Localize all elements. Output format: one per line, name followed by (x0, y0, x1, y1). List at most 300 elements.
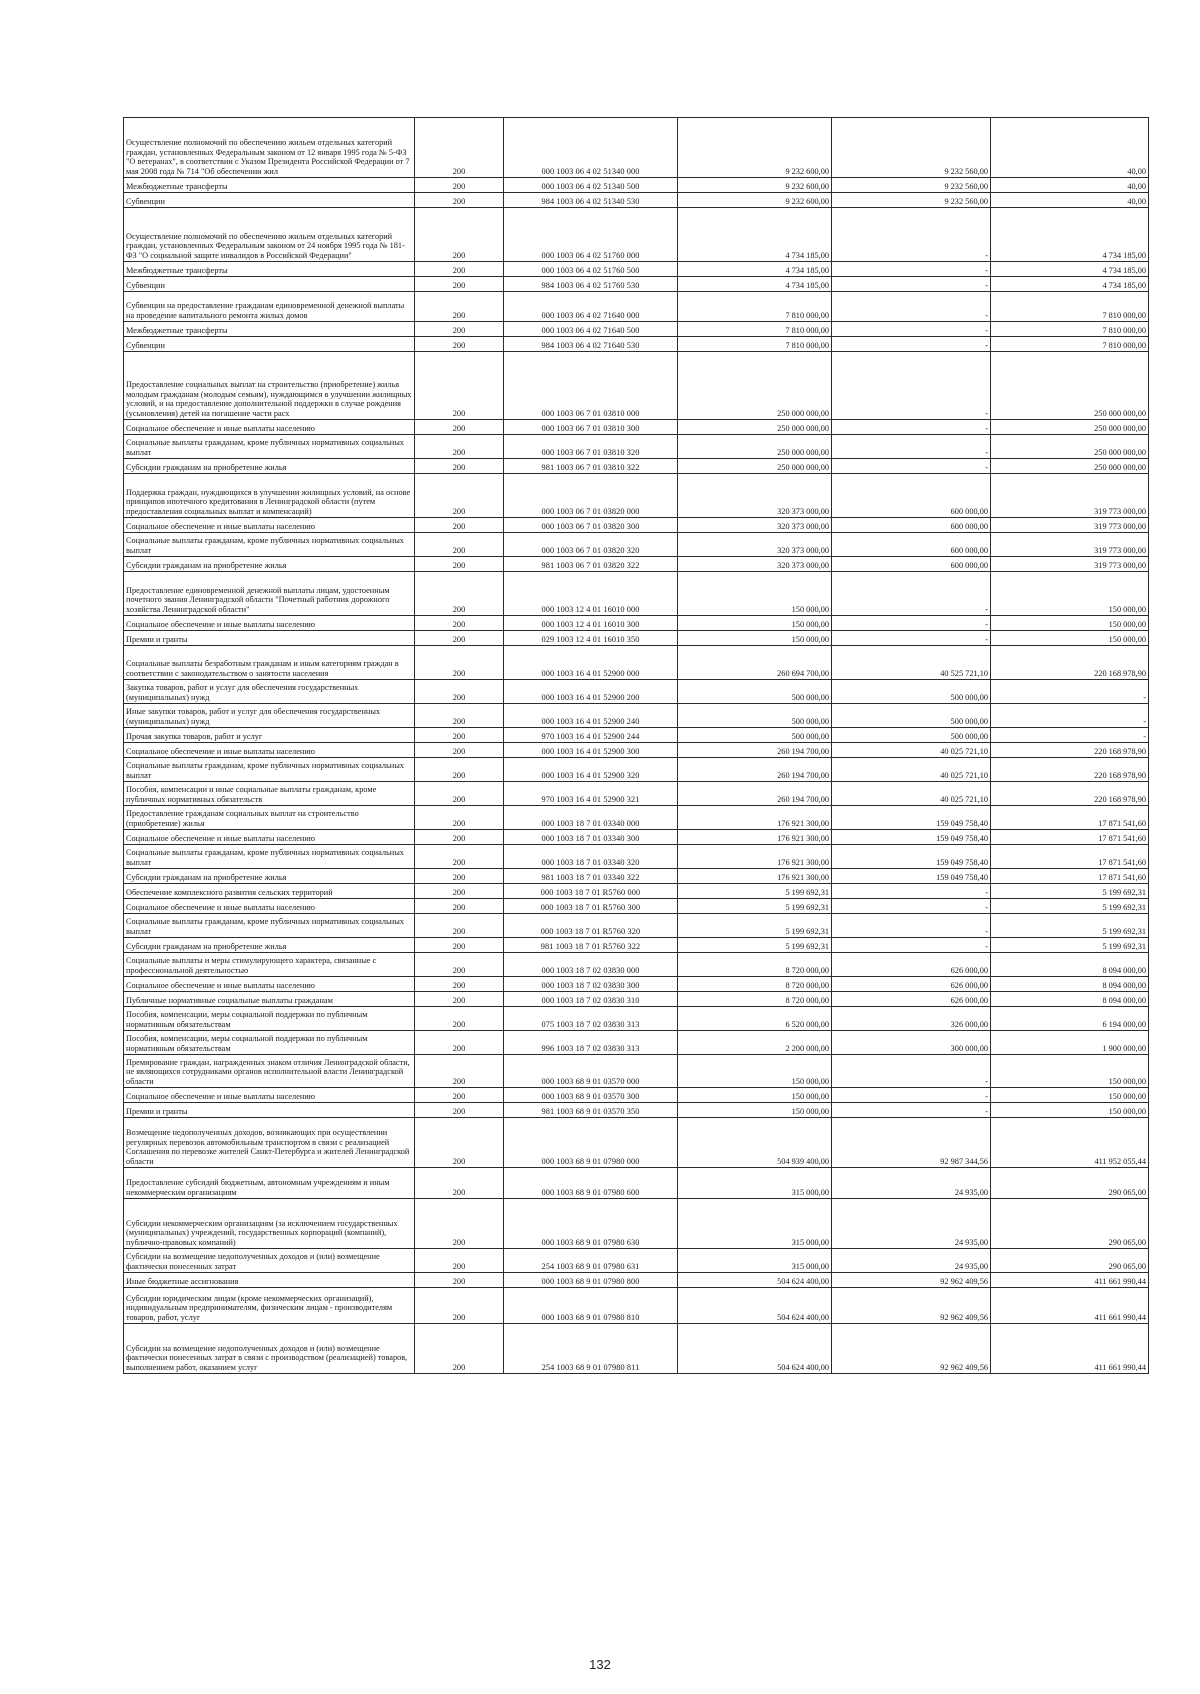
row-name: Социальное обеспечение и иные выплаты населению (124, 420, 415, 435)
row-budget-code: 000 1003 68 9 01 07980 810 (504, 1288, 678, 1324)
row-budget-code: 000 1003 06 7 01 03810 000 (504, 352, 678, 420)
row-budget-code: 000 1003 06 4 02 51760 500 (504, 262, 678, 277)
row-admin-code: 200 (415, 435, 504, 459)
row-unexecuted-amount: 6 194 000,00 (991, 1007, 1149, 1031)
row-admin-code: 200 (415, 193, 504, 208)
row-name: Социальное обеспечение и иные выплаты населению (124, 616, 415, 631)
row-approved-amount: 8 720 000,00 (678, 977, 832, 992)
row-admin-code: 200 (415, 118, 504, 178)
row-name: Социальные выплаты гражданам, кроме публичных нормативных социальных выплат (124, 435, 415, 459)
row-admin-code: 200 (415, 646, 504, 680)
row-unexecuted-amount: 150 000,00 (991, 572, 1149, 616)
row-admin-code: 200 (415, 352, 504, 420)
row-executed-amount: 600 000,00 (832, 533, 991, 557)
row-name: Премии и гранты (124, 1103, 415, 1118)
row-unexecuted-amount: 250 000 000,00 (991, 352, 1149, 420)
row-executed-amount: 500 000,00 (832, 728, 991, 743)
row-executed-amount: 92 962 409,56 (832, 1324, 991, 1374)
row-budget-code: 981 1003 18 7 01 03340 322 (504, 869, 678, 884)
row-approved-amount: 5 199 692,31 (678, 914, 832, 938)
row-budget-code: 075 1003 18 7 02 03830 313 (504, 1007, 678, 1031)
row-unexecuted-amount: 150 000,00 (991, 1103, 1149, 1118)
row-executed-amount: - (832, 262, 991, 277)
row-admin-code: 200 (415, 1168, 504, 1199)
table-row (124, 292, 1149, 322)
row-approved-amount: 9 232 600,00 (678, 193, 832, 208)
table-body (124, 118, 1149, 1374)
row-approved-amount: 315 000,00 (678, 1168, 832, 1199)
row-budget-code: 000 1003 16 4 01 52900 320 (504, 758, 678, 782)
row-unexecuted-amount: 8 094 000,00 (991, 992, 1149, 1007)
row-admin-code: 200 (415, 830, 504, 845)
row-name: Обеспечение комплексного развития сельских территорий (124, 884, 415, 899)
row-name: Социальные выплаты безработным гражданам и иным категориям граждан в соответствии с законодательством о занятости населения (124, 646, 415, 680)
table-row (124, 572, 1149, 616)
row-admin-code: 200 (415, 938, 504, 953)
table-row (124, 953, 1149, 977)
row-approved-amount: 176 921 300,00 (678, 806, 832, 830)
row-admin-code: 200 (415, 262, 504, 277)
table-row (124, 420, 1149, 435)
row-approved-amount: 250 000 000,00 (678, 352, 832, 420)
row-name: Поддержка граждан, нуждающихся в улучшении жилищных условий, на основе принципов ипотечного кредитования в Ленинградской области (путем предоставления социальных выплат и компенсаций) (124, 474, 415, 518)
row-budget-code: 000 1003 06 7 01 03820 320 (504, 533, 678, 557)
row-admin-code: 200 (415, 1103, 504, 1118)
row-budget-code: 000 1003 18 7 01 R5760 000 (504, 884, 678, 899)
row-unexecuted-amount: 40,00 (991, 118, 1149, 178)
row-unexecuted-amount: - (991, 680, 1149, 704)
row-admin-code: 200 (415, 914, 504, 938)
row-approved-amount: 504 624 400,00 (678, 1324, 832, 1374)
row-executed-amount: 40 025 721,10 (832, 758, 991, 782)
row-admin-code: 200 (415, 1088, 504, 1103)
row-executed-amount: 600 000,00 (832, 557, 991, 572)
row-admin-code: 200 (415, 977, 504, 992)
row-executed-amount: - (832, 277, 991, 292)
row-admin-code: 200 (415, 631, 504, 646)
table-row (124, 193, 1149, 208)
table-row (124, 914, 1149, 938)
row-admin-code: 200 (415, 1031, 504, 1055)
budget-execution-table (123, 117, 1149, 1374)
row-executed-amount: 326 000,00 (832, 1007, 991, 1031)
table-row (124, 352, 1149, 420)
row-budget-code: 000 1003 06 7 01 03810 300 (504, 420, 678, 435)
table-row (124, 631, 1149, 646)
row-name: Возмещение недополученных доходов, возникающих при осуществлении регулярных перевозок автомобильным транспортом в связи с реализацией Соглашения по перевозке жителей Санкт-Петербурга и жителей Ленинградской области (124, 1118, 415, 1168)
row-budget-code: 000 1003 06 4 02 51760 000 (504, 208, 678, 262)
row-approved-amount: 8 720 000,00 (678, 953, 832, 977)
row-unexecuted-amount: 150 000,00 (991, 1088, 1149, 1103)
row-approved-amount: 4 734 185,00 (678, 277, 832, 292)
table-row (124, 845, 1149, 869)
row-unexecuted-amount: 4 734 185,00 (991, 262, 1149, 277)
row-approved-amount: 320 373 000,00 (678, 474, 832, 518)
row-name: Субсидии на возмещение недополученных доходов и (или) возмещение фактически понесенных затрат (124, 1249, 415, 1273)
row-budget-code: 000 1003 68 9 01 07980 000 (504, 1118, 678, 1168)
row-unexecuted-amount: 290 065,00 (991, 1199, 1149, 1249)
row-approved-amount: 260 694 700,00 (678, 646, 832, 680)
table-row (124, 178, 1149, 193)
table-row (124, 743, 1149, 758)
row-admin-code: 200 (415, 518, 504, 533)
row-unexecuted-amount: 5 199 692,31 (991, 914, 1149, 938)
row-executed-amount: - (832, 938, 991, 953)
table-row (124, 118, 1149, 178)
table-row (124, 1031, 1149, 1055)
row-name: Субсидии юридическим лицам (кроме некоммерческих организаций), индивидуальным предпринимателям, физическим лицам - производителям товаров, работ, услуг (124, 1288, 415, 1324)
row-name: Межбюджетные трансферты (124, 322, 415, 337)
row-budget-code: 000 1003 06 7 01 03820 300 (504, 518, 678, 533)
row-budget-code: 254 1003 68 9 01 07980 811 (504, 1324, 678, 1374)
row-name: Социальные выплаты гражданам, кроме публичных нормативных социальных выплат (124, 845, 415, 869)
row-executed-amount: 40 025 721,10 (832, 743, 991, 758)
row-executed-amount: - (832, 352, 991, 420)
row-name: Пособия, компенсации, меры социальной поддержки по публичным нормативным обязательствам (124, 1031, 415, 1055)
row-executed-amount: 300 000,00 (832, 1031, 991, 1055)
row-budget-code: 000 1003 06 4 02 51340 500 (504, 178, 678, 193)
row-executed-amount: - (832, 420, 991, 435)
table-row (124, 1088, 1149, 1103)
row-admin-code: 200 (415, 1118, 504, 1168)
page-number: 132 (589, 1657, 611, 1672)
table-row (124, 1288, 1149, 1324)
table-row (124, 557, 1149, 572)
row-executed-amount: - (832, 292, 991, 322)
row-approved-amount: 504 624 400,00 (678, 1288, 832, 1324)
row-unexecuted-amount: 5 199 692,31 (991, 938, 1149, 953)
row-unexecuted-amount: 1 900 000,00 (991, 1031, 1149, 1055)
row-executed-amount: - (832, 899, 991, 914)
row-name: Субсидии гражданам на приобретение жилья (124, 459, 415, 474)
row-admin-code: 200 (415, 953, 504, 977)
row-executed-amount: 92 962 409,56 (832, 1288, 991, 1324)
row-approved-amount: 320 373 000,00 (678, 533, 832, 557)
row-budget-code: 000 1003 18 7 01 03340 300 (504, 830, 678, 845)
row-admin-code: 200 (415, 884, 504, 899)
row-executed-amount: 159 049 758,40 (832, 806, 991, 830)
row-executed-amount: 92 987 344,56 (832, 1118, 991, 1168)
row-budget-code: 000 1003 18 7 01 03340 000 (504, 806, 678, 830)
row-admin-code: 200 (415, 1007, 504, 1031)
row-admin-code: 200 (415, 758, 504, 782)
table-row (124, 533, 1149, 557)
table-row (124, 518, 1149, 533)
row-admin-code: 200 (415, 178, 504, 193)
row-budget-code: 000 1003 12 4 01 16010 000 (504, 572, 678, 616)
row-unexecuted-amount: 8 094 000,00 (991, 953, 1149, 977)
row-name: Осуществление полномочий по обеспечению жильем отдельных категорий граждан, установленных Федеральным законом от 24 ноября 1995 года № 181-ФЗ "О социальной защите инвалидов в Российской Федерации" (124, 208, 415, 262)
row-approved-amount: 315 000,00 (678, 1199, 832, 1249)
table-row (124, 704, 1149, 728)
row-name: Субсидии на возмещение недополученных доходов и (или) возмещение фактически понесенных затрат в связи с производством (реализацией) товаров, выполнением работ, оказанием услуг (124, 1324, 415, 1374)
row-budget-code: 000 1003 68 9 01 03570 300 (504, 1088, 678, 1103)
row-approved-amount: 260 194 700,00 (678, 758, 832, 782)
row-admin-code: 200 (415, 1288, 504, 1324)
table-row (124, 977, 1149, 992)
row-executed-amount: - (832, 322, 991, 337)
row-admin-code: 200 (415, 292, 504, 322)
row-budget-code: 000 1003 16 4 01 52900 200 (504, 680, 678, 704)
row-admin-code: 200 (415, 616, 504, 631)
table-row (124, 899, 1149, 914)
row-admin-code: 200 (415, 782, 504, 806)
row-budget-code: 981 1003 06 7 01 03810 322 (504, 459, 678, 474)
row-approved-amount: 150 000,00 (678, 1103, 832, 1118)
row-approved-amount: 7 810 000,00 (678, 337, 832, 352)
table-row (124, 782, 1149, 806)
row-admin-code: 200 (415, 474, 504, 518)
row-name: Социальные выплаты гражданам, кроме публичных нормативных социальных выплат (124, 758, 415, 782)
row-budget-code: 984 1003 06 4 02 71640 530 (504, 337, 678, 352)
row-approved-amount: 5 199 692,31 (678, 884, 832, 899)
row-budget-code: 000 1003 68 9 01 03570 000 (504, 1055, 678, 1088)
row-name: Премирование граждан, награжденных знаком отличия Ленинградской области, не являющихся сотрудниками органов исполнительной власти Ленинградской области (124, 1055, 415, 1088)
row-unexecuted-amount: 5 199 692,31 (991, 899, 1149, 914)
row-name: Социальное обеспечение и иные выплаты населению (124, 518, 415, 533)
table-row (124, 1103, 1149, 1118)
row-approved-amount: 250 000 000,00 (678, 459, 832, 474)
row-budget-code: 984 1003 06 4 02 51340 530 (504, 193, 678, 208)
row-name: Социальное обеспечение и иные выплаты населению (124, 830, 415, 845)
row-budget-code: 000 1003 18 7 02 03830 000 (504, 953, 678, 977)
row-name: Пособия, компенсации, меры социальной поддержки по публичным нормативным обязательствам (124, 1007, 415, 1031)
row-admin-code: 200 (415, 992, 504, 1007)
row-unexecuted-amount: 150 000,00 (991, 616, 1149, 631)
row-executed-amount: - (832, 631, 991, 646)
row-unexecuted-amount: 150 000,00 (991, 631, 1149, 646)
row-unexecuted-amount: 411 661 990,44 (991, 1273, 1149, 1288)
row-admin-code: 200 (415, 743, 504, 758)
row-budget-code: 996 1003 18 7 02 03830 313 (504, 1031, 678, 1055)
row-approved-amount: 7 810 000,00 (678, 322, 832, 337)
row-approved-amount: 504 624 400,00 (678, 1273, 832, 1288)
row-unexecuted-amount: 17 871 541,60 (991, 830, 1149, 845)
row-unexecuted-amount: 4 734 185,00 (991, 277, 1149, 292)
row-approved-amount: 260 194 700,00 (678, 743, 832, 758)
row-name: Субвенции (124, 337, 415, 352)
row-name: Прочая закупка товаров, работ и услуг (124, 728, 415, 743)
row-unexecuted-amount: 411 661 990,44 (991, 1288, 1149, 1324)
row-approved-amount: 500 000,00 (678, 680, 832, 704)
row-name: Социальные выплаты и меры стимулирующего характера, связанные с профессиональной деятельностью (124, 953, 415, 977)
row-name: Субсидии некоммерческим организациям (за исключением государственных (муниципальных) учреждений, государственных корпораций (компаний), публично-правовых компаний) (124, 1199, 415, 1249)
row-unexecuted-amount: 7 810 000,00 (991, 337, 1149, 352)
row-executed-amount: 500 000,00 (832, 704, 991, 728)
row-approved-amount: 176 921 300,00 (678, 845, 832, 869)
row-unexecuted-amount: 17 871 541,60 (991, 806, 1149, 830)
row-approved-amount: 5 199 692,31 (678, 899, 832, 914)
table-row (124, 728, 1149, 743)
row-name: Социальные выплаты гражданам, кроме публичных нормативных социальных выплат (124, 914, 415, 938)
table-row (124, 884, 1149, 899)
row-name: Субвенции на предоставление гражданам единовременной денежной выплаты на проведение капитального ремонта жилых домов (124, 292, 415, 322)
row-name: Субсидии гражданам на приобретение жилья (124, 557, 415, 572)
row-name: Пособия, компенсации и иные социальные выплаты гражданам, кроме публичных нормативных обязательств (124, 782, 415, 806)
table-row (124, 1168, 1149, 1199)
row-name: Межбюджетные трансферты (124, 262, 415, 277)
row-budget-code: 029 1003 12 4 01 16010 350 (504, 631, 678, 646)
table-row (124, 1055, 1149, 1088)
row-unexecuted-amount: 220 168 978,90 (991, 743, 1149, 758)
table-row (124, 1273, 1149, 1288)
row-approved-amount: 8 720 000,00 (678, 992, 832, 1007)
row-executed-amount: - (832, 459, 991, 474)
row-approved-amount: 9 232 600,00 (678, 178, 832, 193)
table-row (124, 992, 1149, 1007)
row-approved-amount: 150 000,00 (678, 1088, 832, 1103)
row-budget-code: 000 1003 18 7 01 03340 320 (504, 845, 678, 869)
table-row (124, 869, 1149, 884)
row-admin-code: 200 (415, 337, 504, 352)
row-executed-amount: - (832, 337, 991, 352)
row-name: Субсидии гражданам на приобретение жилья (124, 938, 415, 953)
row-admin-code: 200 (415, 208, 504, 262)
row-admin-code: 200 (415, 845, 504, 869)
row-executed-amount: 500 000,00 (832, 680, 991, 704)
row-unexecuted-amount: 17 871 541,60 (991, 869, 1149, 884)
row-budget-code: 981 1003 68 9 01 03570 350 (504, 1103, 678, 1118)
row-executed-amount: 9 232 560,00 (832, 193, 991, 208)
row-budget-code: 000 1003 12 4 01 16010 300 (504, 616, 678, 631)
row-executed-amount: - (832, 1088, 991, 1103)
row-admin-code: 200 (415, 277, 504, 292)
row-approved-amount: 176 921 300,00 (678, 869, 832, 884)
row-approved-amount: 500 000,00 (678, 728, 832, 743)
row-budget-code: 981 1003 18 7 01 R5760 322 (504, 938, 678, 953)
row-unexecuted-amount: 40,00 (991, 193, 1149, 208)
row-unexecuted-amount: 290 065,00 (991, 1249, 1149, 1273)
row-budget-code: 000 1003 06 7 01 03810 320 (504, 435, 678, 459)
row-unexecuted-amount: 220 168 978,90 (991, 782, 1149, 806)
row-approved-amount: 320 373 000,00 (678, 518, 832, 533)
row-executed-amount: - (832, 208, 991, 262)
row-unexecuted-amount: 319 773 000,00 (991, 474, 1149, 518)
row-approved-amount: 4 734 185,00 (678, 262, 832, 277)
row-executed-amount: 9 232 560,00 (832, 178, 991, 193)
row-unexecuted-amount: 411 952 055,44 (991, 1118, 1149, 1168)
row-name: Социальные выплаты гражданам, кроме публичных нормативных социальных выплат (124, 533, 415, 557)
row-unexecuted-amount: 40,00 (991, 178, 1149, 193)
row-admin-code: 200 (415, 728, 504, 743)
row-name: Публичные нормативные социальные выплаты гражданам (124, 992, 415, 1007)
row-admin-code: 200 (415, 572, 504, 616)
row-executed-amount: 24 935,00 (832, 1168, 991, 1199)
row-budget-code: 000 1003 16 4 01 52900 000 (504, 646, 678, 680)
row-budget-code: 000 1003 18 7 02 03830 300 (504, 977, 678, 992)
row-unexecuted-amount: - (991, 704, 1149, 728)
row-approved-amount: 4 734 185,00 (678, 208, 832, 262)
row-unexecuted-amount: 4 734 185,00 (991, 208, 1149, 262)
row-admin-code: 200 (415, 322, 504, 337)
row-admin-code: 200 (415, 533, 504, 557)
row-executed-amount: 600 000,00 (832, 474, 991, 518)
row-executed-amount: - (832, 616, 991, 631)
row-executed-amount: 159 049 758,40 (832, 845, 991, 869)
table-row (124, 680, 1149, 704)
row-unexecuted-amount: 319 773 000,00 (991, 533, 1149, 557)
row-budget-code: 981 1003 06 7 01 03820 322 (504, 557, 678, 572)
row-executed-amount: 626 000,00 (832, 977, 991, 992)
row-admin-code: 200 (415, 1199, 504, 1249)
row-budget-code: 000 1003 68 9 01 07980 630 (504, 1199, 678, 1249)
row-unexecuted-amount: 319 773 000,00 (991, 518, 1149, 533)
row-name: Предоставление социальных выплат на строительство (приобретение) жилья молодым гражданам (молодым семьям), нуждающимся в улучшении жилищных условий, и на предоставление дополнительной поддержки в случае рождения (усыновления) детей на погашение части расх (124, 352, 415, 420)
row-name: Иные бюджетные ассигнования (124, 1273, 415, 1288)
row-executed-amount: - (832, 1055, 991, 1088)
row-name: Социальное обеспечение и иные выплаты населению (124, 977, 415, 992)
row-executed-amount: - (832, 914, 991, 938)
row-budget-code: 000 1003 18 7 01 R5760 320 (504, 914, 678, 938)
row-name: Закупка товаров, работ и услуг для обеспечения государственных (муниципальных) нужд (124, 680, 415, 704)
table-row (124, 262, 1149, 277)
row-unexecuted-amount: 250 000 000,00 (991, 435, 1149, 459)
row-executed-amount: 600 000,00 (832, 518, 991, 533)
row-budget-code: 970 1003 16 4 01 52900 321 (504, 782, 678, 806)
row-name: Предоставление субсидий бюджетным, автономным учреждениям и иным некоммерческим организациям (124, 1168, 415, 1199)
row-budget-code: 254 1003 68 9 01 07980 631 (504, 1249, 678, 1273)
table-row (124, 806, 1149, 830)
row-executed-amount: 159 049 758,40 (832, 830, 991, 845)
row-unexecuted-amount: 220 168 978,90 (991, 758, 1149, 782)
row-budget-code: 000 1003 06 7 01 03820 000 (504, 474, 678, 518)
row-approved-amount: 500 000,00 (678, 704, 832, 728)
row-admin-code: 200 (415, 557, 504, 572)
row-name: Субвенции (124, 277, 415, 292)
row-name: Премии и гранты (124, 631, 415, 646)
row-unexecuted-amount: 7 810 000,00 (991, 322, 1149, 337)
table-row (124, 1118, 1149, 1168)
row-approved-amount: 260 194 700,00 (678, 782, 832, 806)
row-approved-amount: 320 373 000,00 (678, 557, 832, 572)
row-name: Предоставление единовременной денежной выплаты лицам, удостоенным почетного звания Ленинградской области "Почетный работник дорожного хозяйства Ленинградской области" (124, 572, 415, 616)
table-row (124, 1007, 1149, 1031)
row-unexecuted-amount: 220 168 978,90 (991, 646, 1149, 680)
row-approved-amount: 150 000,00 (678, 1055, 832, 1088)
row-executed-amount: 626 000,00 (832, 953, 991, 977)
row-executed-amount: 40 525 721,10 (832, 646, 991, 680)
row-name: Осуществление полномочий по обеспечению жильем отдельных категорий граждан, установленных Федеральным законом от 12 января 1995 года № 5-ФЗ "О ветеранах", в соответствии с Указом Президента Российской Федерации от 7 мая 2008 года № 714 "Об обеспечении жил (124, 118, 415, 178)
row-budget-code: 970 1003 16 4 01 52900 244 (504, 728, 678, 743)
row-budget-code: 000 1003 16 4 01 52900 240 (504, 704, 678, 728)
row-approved-amount: 9 232 600,00 (678, 118, 832, 178)
row-admin-code: 200 (415, 420, 504, 435)
row-name: Предоставление гражданам социальных выплат на строительство (приобретение) жилья (124, 806, 415, 830)
row-name: Межбюджетные трансферты (124, 178, 415, 193)
table-row (124, 474, 1149, 518)
table-row (124, 758, 1149, 782)
row-unexecuted-amount: 250 000 000,00 (991, 459, 1149, 474)
row-admin-code: 200 (415, 1324, 504, 1374)
row-admin-code: 200 (415, 1273, 504, 1288)
row-unexecuted-amount: - (991, 728, 1149, 743)
row-unexecuted-amount: 7 810 000,00 (991, 292, 1149, 322)
row-name: Субсидии гражданам на приобретение жилья (124, 869, 415, 884)
row-budget-code: 000 1003 68 9 01 07980 800 (504, 1273, 678, 1288)
row-admin-code: 200 (415, 1055, 504, 1088)
row-admin-code: 200 (415, 459, 504, 474)
row-unexecuted-amount: 250 000 000,00 (991, 420, 1149, 435)
row-budget-code: 000 1003 16 4 01 52900 300 (504, 743, 678, 758)
row-executed-amount: 9 232 560,00 (832, 118, 991, 178)
row-approved-amount: 176 921 300,00 (678, 830, 832, 845)
table-row (124, 208, 1149, 262)
table-row (124, 322, 1149, 337)
row-name: Социальное обеспечение и иные выплаты населению (124, 743, 415, 758)
row-budget-code: 000 1003 68 9 01 07980 600 (504, 1168, 678, 1199)
row-approved-amount: 250 000 000,00 (678, 435, 832, 459)
row-budget-code: 000 1003 06 4 02 71640 500 (504, 322, 678, 337)
